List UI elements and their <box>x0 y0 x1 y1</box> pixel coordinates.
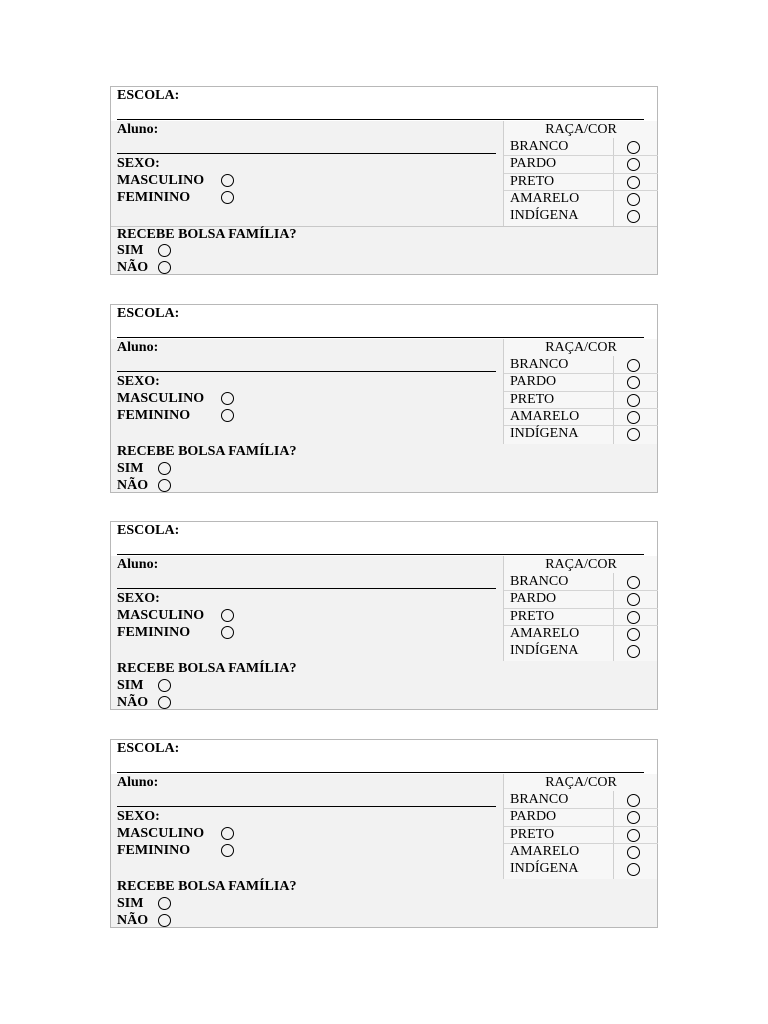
radio-circle-icon[interactable] <box>158 679 171 692</box>
sexo-feminino-label: FEMININO <box>117 843 191 858</box>
radio-circle-icon[interactable] <box>221 392 234 405</box>
race-label: INDÍGENA <box>510 861 579 876</box>
escola-field[interactable] <box>117 772 644 773</box>
bolsa-label: RECEBE BOLSA FAMÍLIA? <box>117 227 297 242</box>
radio-circle-icon[interactable] <box>158 897 171 910</box>
radio-circle-icon[interactable] <box>158 696 171 709</box>
bolsa-nao-label: NÃO <box>117 695 149 710</box>
radio-circle-icon[interactable] <box>158 462 171 475</box>
aluno-field[interactable] <box>117 588 496 589</box>
radio-circle-icon[interactable] <box>221 609 234 622</box>
radio-circle-icon[interactable] <box>627 829 640 842</box>
race-option-branco[interactable] <box>504 357 658 374</box>
race-option-pardo[interactable] <box>504 591 658 608</box>
race-option-pardo[interactable] <box>504 374 658 391</box>
race-option-amarelo[interactable] <box>504 626 658 643</box>
radio-circle-icon[interactable] <box>158 244 171 257</box>
bolsa-label: RECEBE BOLSA FAMÍLIA? <box>117 879 297 894</box>
radio-circle-icon[interactable] <box>221 626 234 639</box>
race-label: AMARELO <box>510 409 580 424</box>
sexo-feminino-label: FEMININO <box>117 625 191 640</box>
radio-circle-icon[interactable] <box>627 794 640 807</box>
radio-circle-icon[interactable] <box>221 409 234 422</box>
sexo-masculino-label: MASCULINO <box>117 608 205 623</box>
race-option-pardo[interactable] <box>504 809 658 826</box>
radio-circle-icon[interactable] <box>158 479 171 492</box>
bolsa-sim-label: SIM <box>117 243 144 258</box>
race-label: PARDO <box>510 591 557 606</box>
sexo-masculino-label: MASCULINO <box>117 391 205 406</box>
radio-circle-icon[interactable] <box>627 611 640 624</box>
race-option-indigena[interactable] <box>504 426 658 443</box>
race-label: AMARELO <box>510 191 580 206</box>
raca-header: RAÇA/COR <box>545 557 617 572</box>
aluno-label: Aluno: <box>117 340 159 355</box>
radio-circle-icon[interactable] <box>158 261 171 274</box>
bolsa-label: RECEBE BOLSA FAMÍLIA? <box>117 661 297 676</box>
bolsa-nao-label: NÃO <box>117 260 149 275</box>
sexo-feminino-label: FEMININO <box>117 408 191 423</box>
radio-circle-icon[interactable] <box>221 844 234 857</box>
aluno-label: Aluno: <box>117 122 159 137</box>
escola-field[interactable] <box>117 119 644 120</box>
radio-circle-icon[interactable] <box>627 863 640 876</box>
student-form <box>110 86 658 275</box>
race-option-preto[interactable] <box>504 174 658 191</box>
race-label: PRETO <box>510 174 555 189</box>
race-label: INDÍGENA <box>510 208 579 223</box>
student-form <box>110 739 658 928</box>
race-option-amarelo[interactable] <box>504 191 658 208</box>
race-label: PRETO <box>510 827 555 842</box>
race-label: BRANCO <box>510 357 569 372</box>
aluno-field[interactable] <box>117 806 496 807</box>
race-option-preto[interactable] <box>504 827 658 844</box>
race-option-branco[interactable] <box>504 139 658 156</box>
radio-circle-icon[interactable] <box>158 914 171 927</box>
sexo-label: SEXO: <box>117 374 160 389</box>
race-option-pardo[interactable] <box>504 156 658 173</box>
radio-circle-icon[interactable] <box>627 428 640 441</box>
race-option-indigena[interactable] <box>504 643 658 660</box>
race-option-branco[interactable] <box>504 792 658 809</box>
race-option-indigena[interactable] <box>504 208 658 225</box>
bolsa-nao-label: NÃO <box>117 478 149 493</box>
race-label: PARDO <box>510 374 557 389</box>
race-option-amarelo[interactable] <box>504 844 658 861</box>
escola-label: ESCOLA: <box>117 306 180 321</box>
bolsa-sim-label: SIM <box>117 461 144 476</box>
radio-circle-icon[interactable] <box>221 191 234 204</box>
race-label: BRANCO <box>510 792 569 807</box>
race-option-preto[interactable] <box>504 392 658 409</box>
race-label: PRETO <box>510 392 555 407</box>
radio-circle-icon[interactable] <box>627 628 640 641</box>
student-form <box>110 304 658 493</box>
race-label: PRETO <box>510 609 555 624</box>
raca-header: RAÇA/COR <box>545 122 617 137</box>
radio-circle-icon[interactable] <box>627 376 640 389</box>
radio-circle-icon[interactable] <box>627 593 640 606</box>
bolsa-sim-label: SIM <box>117 678 144 693</box>
radio-circle-icon[interactable] <box>627 411 640 424</box>
race-label: PARDO <box>510 809 557 824</box>
radio-circle-icon[interactable] <box>627 576 640 589</box>
escola-field[interactable] <box>117 337 644 338</box>
aluno-label: Aluno: <box>117 557 159 572</box>
sexo-masculino-label: MASCULINO <box>117 173 205 188</box>
sexo-feminino-label: FEMININO <box>117 190 191 205</box>
race-label: BRANCO <box>510 139 569 154</box>
sexo-masculino-label: MASCULINO <box>117 826 205 841</box>
raca-header: RAÇA/COR <box>545 340 617 355</box>
radio-circle-icon[interactable] <box>627 645 640 658</box>
radio-circle-icon[interactable] <box>627 193 640 206</box>
race-option-amarelo[interactable] <box>504 409 658 426</box>
radio-circle-icon[interactable] <box>627 394 640 407</box>
race-option-preto[interactable] <box>504 609 658 626</box>
radio-circle-icon[interactable] <box>627 359 640 372</box>
bolsa-sim-label: SIM <box>117 896 144 911</box>
raca-header: RAÇA/COR <box>545 775 617 790</box>
radio-circle-icon[interactable] <box>627 846 640 859</box>
escola-field[interactable] <box>117 554 644 555</box>
race-label: INDÍGENA <box>510 426 579 441</box>
sexo-label: SEXO: <box>117 809 160 824</box>
radio-circle-icon[interactable] <box>627 176 640 189</box>
radio-circle-icon[interactable] <box>627 210 640 223</box>
race-label: AMARELO <box>510 844 580 859</box>
escola-label: ESCOLA: <box>117 88 180 103</box>
radio-circle-icon[interactable] <box>627 811 640 824</box>
aluno-field[interactable] <box>117 371 496 372</box>
aluno-field[interactable] <box>117 153 496 154</box>
sexo-label: SEXO: <box>117 156 160 171</box>
race-label: PARDO <box>510 156 557 171</box>
radio-circle-icon[interactable] <box>627 141 640 154</box>
escola-label: ESCOLA: <box>117 741 180 756</box>
radio-circle-icon[interactable] <box>627 158 640 171</box>
escola-label: ESCOLA: <box>117 523 180 538</box>
student-form <box>110 521 658 710</box>
race-label: INDÍGENA <box>510 643 579 658</box>
sexo-label: SEXO: <box>117 591 160 606</box>
aluno-label: Aluno: <box>117 775 159 790</box>
race-label: AMARELO <box>510 626 580 641</box>
race-label: BRANCO <box>510 574 569 589</box>
bolsa-label: RECEBE BOLSA FAMÍLIA? <box>117 444 297 459</box>
radio-circle-icon[interactable] <box>221 827 234 840</box>
bolsa-nao-label: NÃO <box>117 913 149 928</box>
race-option-branco[interactable] <box>504 574 658 591</box>
radio-circle-icon[interactable] <box>221 174 234 187</box>
race-option-indigena[interactable] <box>504 861 658 878</box>
